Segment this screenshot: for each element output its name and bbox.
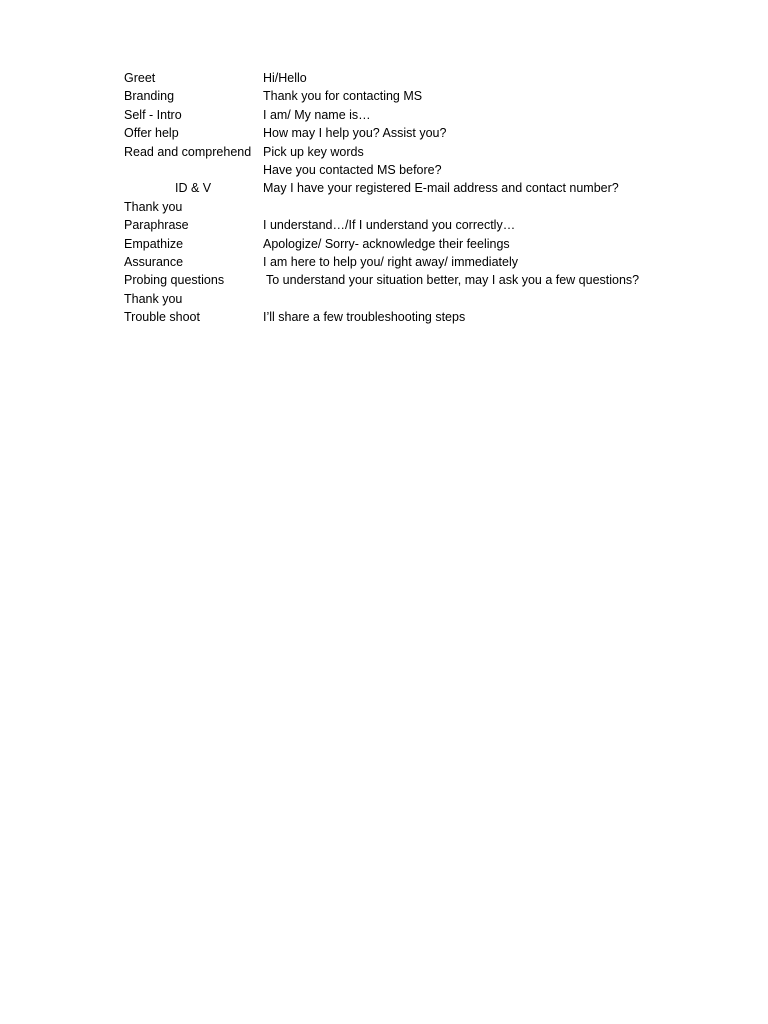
step-cell: Self - Intro: [124, 107, 182, 122]
step-cell: Empathize: [124, 236, 184, 251]
sheet-row: [124, 216, 724, 234]
sheet-row: [124, 290, 724, 308]
step-cell: Probing questions: [124, 273, 225, 288]
step-cell: Thank you: [124, 291, 183, 306]
phrase-cell: May I have your registered E-mail address and contact number?: [263, 181, 619, 196]
phrase-cell: To understand your situation better, may I ask you a few questions?: [266, 273, 640, 288]
phrase-cell: [263, 290, 724, 308]
phrase-cell: I am/ My name is…: [263, 107, 371, 122]
phrase-cell: Have you contacted MS before?: [263, 162, 442, 177]
step-cell: Trouble shoot: [124, 310, 200, 325]
sheet-row: [124, 271, 724, 289]
phrase-cell: [263, 198, 724, 216]
sheet-row: [124, 106, 724, 124]
sheet-row: [124, 161, 724, 179]
sheet-row: [124, 198, 724, 216]
step-cell: Assurance: [124, 254, 184, 269]
sheet-row: [124, 69, 724, 87]
phrase-cell: I am here to help you/ right away/ immediately: [263, 254, 518, 269]
phrase-cell: Thank you for contacting MS: [263, 89, 423, 104]
sheet-row: [124, 87, 724, 105]
phrase-cell: Pick up key words: [263, 144, 364, 159]
phrase-cell: Apologize/ Sorry- acknowledge their feelings: [263, 236, 510, 251]
phrase-cell: I’ll share a few troubleshooting steps: [263, 310, 466, 325]
sheet-row: [124, 179, 724, 197]
call-flow-sheet: [124, 69, 724, 326]
step-cell: Thank you: [124, 199, 183, 214]
sheet-row: [124, 253, 724, 271]
phrase-cell: I understand…/If I understand you correctly…: [263, 218, 516, 233]
phrase-cell: How may I help you? Assist you?: [263, 126, 447, 141]
sheet-row: [124, 143, 724, 161]
sheet-row: [124, 124, 724, 142]
sheet-row: [124, 235, 724, 253]
step-cell: Read and comprehend: [124, 144, 252, 159]
step-cell: Paraphrase: [124, 218, 189, 233]
sheet-row: [124, 308, 724, 326]
step-cell: Offer help: [124, 126, 179, 141]
step-cell: ID & V: [175, 181, 212, 196]
step-cell: Greet: [124, 71, 156, 85]
step-cell: Branding: [124, 89, 175, 104]
step-cell: [124, 161, 263, 179]
phrase-cell: Hi/Hello: [263, 71, 307, 85]
